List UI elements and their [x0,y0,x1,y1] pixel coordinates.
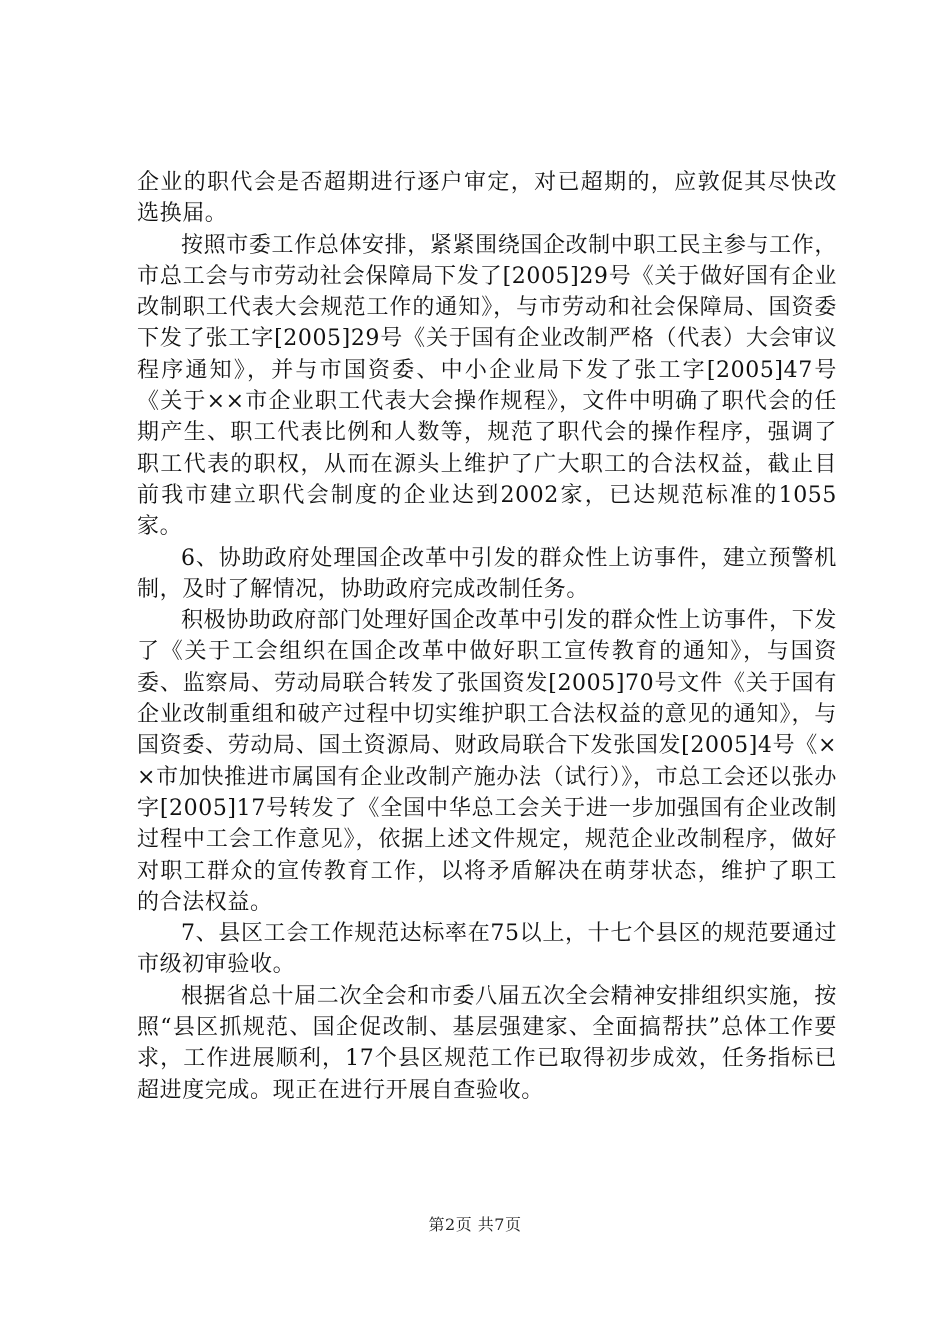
page-number-footer: 第2页 共7页 [428,1215,522,1234]
paragraph-item-6-heading: 6、协助政府处理国企改革中引发的群众性上访事件，建立预警机制，及时了解情况，协助政府完成改制任务。 [137,545,837,602]
paragraph-county-standards: 根据省总十届二次全会和市委八届五次全会精神安排组织实施，按照“县区抓规范、国企促改制、基层强建家、全面搞帮扶”总体工作要求，工作进展顺利，17个县区规范工作已取得初步成效，任务指标已超进度完成。现正在进行开展自查验收。 [137,983,837,1103]
document-body [137,167,837,1106]
paragraph-petition-handling: 积极协助政府部门处理好国企改革中引发的群众性上访事件，下发了《关于工会组织在国企改革中做好职工宣传教育的通知》，与国资委、监察局、劳动局联合转发了张国资发[2005]70号文件《关于国有企业改制重组和破产过程中切实维护职工合法权益的意见的通知》，与国资委、劳动局、国土资源局、财政局联合下发张国发[2005]4号《××市加快推进市属国有企业改制产施办法（试行）》，市总工会还以张办字[2005]17号转发了《全国中华总工会关于进一步加强国有企业改制过程中工会工作意见》，依据上述文件规定，规范企业改制程序，做好对职工群众的宣传教育工作，以将矛盾解决在萌芽状态，维护了职工的合法权益。 [137,608,837,915]
paragraph-workers-congress: 按照市委工作总体安排，紧紧围绕国企改制中职工民主参与工作，市总工会与市劳动社会保障局下发了[2005]29号《关于做好国有企业改制职工代表大会规范工作的通知》，与市劳动和社会保障局、国资委下发了张工字[2005]29号《关于国有企业改制严格（代表）大会审议程序通知》，并与市国资委、中小企业局下发了张工字[2005]47号《关于××市企业职工代表大会操作规程》，文件中明确了职代会的任期产生、职工代表比例和人数等，规范了职代会的操作程序，强调了职工代表的职权，从而在源头上维护了广大职工的合法权益，截止目前我市建立职代会制度的企业达到2002家，已达规范标准的1055家。 [137,232,837,540]
paragraph-item-7-heading: 7、县区工会工作规范达标率在75以上，十七个县区的规范要通过市级初审验收。 [137,921,837,978]
paragraph-continuation: 企业的职代会是否超期进行逐户审定，对已超期的，应敦促其尽快改选换届。 [137,170,837,227]
